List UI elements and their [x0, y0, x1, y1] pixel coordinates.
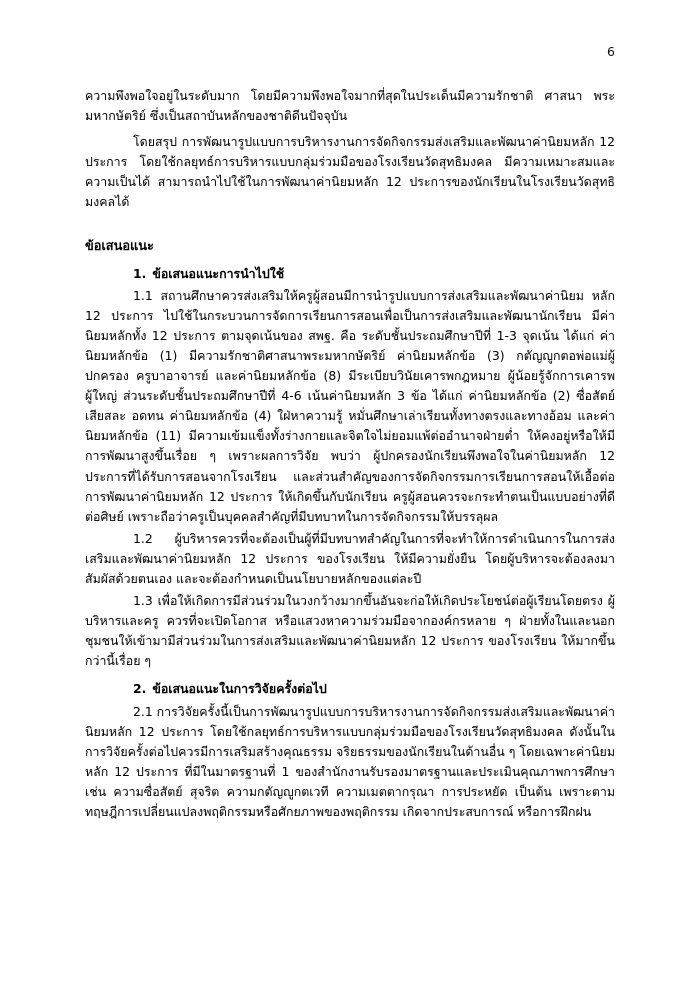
- list-item-heading-2: [85, 679, 615, 699]
- paragraph-1-2: 1.2 ผู้บริหารควรที่จะต้องเป็นผู้ที่มีบทบาทสำคัญในการที่จะทำให้การดำเนินการในการส่งเสริมและพัฒนาค่านิยมหลัก 12 ประการ ของโรงเรียน ให้มีความยั่งยืน โดยผู้บริหารจะต้องลงมาสัมผัสด้วยตนเอง และจะต้องกำหนดเป็นนโยบายหลักของแต่ละปี: [85, 530, 615, 586]
- list-item-heading-1: [85, 264, 615, 284]
- paragraph-1-1: 1.1 สถานศึกษาควรส่งเสริมให้ครูผู้สอนมีการนำรูปแบบการส่งเสริมและพัฒนาค่านิยม หลัก 12 ประการ ไปใช้ในกระบวนการจัดการเรียนการสอนเพื่อเป็นการส่งเสริมและพัฒนานักเรียน มีค่านิยมหลักทั้ง 12 ประการ ตามจุดเน้นของ สพฐ. คือ ระดับชั้นประถมศึกษาปีที่ 1-3 จุดเน้น ได้แก่ ค่านิยมหลักข้อ (1) มีความรักชาติศาสนาพระมหากษัตริย์ ค่านิยมหลักข้อ (3) กตัญญูกตอพ่อแม่ผู้ปกครอง ครูบาอาจารย์ และค่านิยมหลักข้อ (8) มีระเบียบวินัยเคารพกฎหมาย ผู้น้อยรู้จักการเคารพผู้ใหญ่ ส่วนระดับชั้นประถมศึกษาปีที่ 4-6 เน้นค่านิยมหลัก 3 ข้อ ได้แก่ ค่านิยมหลักข้อ (2) ซื่อสัตย์ เสียสละ อดทน ค่านิยมหลักข้อ (4) ใฝ่หาความรู้ หมั่นศึกษาเล่าเรียนทั้งทางตรงและทางอ้อม และค่านิยมหลักข้อ (11) มีความเข้มแข็งทั้งร่างกายและจิตใจไม่ยอมแพ้ต่ออำนาจฝ่ายต่ำ ให้คงอยู่หรือให้มีการพัฒนาสูงขึ้นเรื่อย ๆ เพราะผลการวิจัย พบว่า ผู้ปกครองนักเรียนพึงพอใจในค่านิยมหลัก 12 ประการที่ได้รับการสอนจากโรงเรียน และส่วนสำคัญของการจัดกิจกรรมการเรียนการสอนให้เอื้อต่อการพัฒนาค่านิยมหลัก 12 ประการ ให้เกิดขึ้นกับนักเรียน ครูผู้สอนควรจะกระทำตนเป็นแบบอย่างที่ดีต่อศิษย์ เพราะถือว่าครูเป็นบุคคลสำคัญที่มีบทบาทในการจัดกิจกรรมให้บรรลุผล: [85, 287, 615, 524]
- page-number: 6: [607, 44, 615, 59]
- list-title-1: ข้อเสนอแนะการนำไปใช้: [152, 265, 285, 281]
- paragraph-1-3: 1.3 เพื่อให้เกิดการมีส่วนร่วมในวงกว้างมากขึ้นอันจะก่อให้เกิดประโยชน์ต่อผู้เรียนโดยตรง ผู้บริหารและครู ควรที่จะเปิดโอกาส หรือแสวงหาความร่วมมือจากองค์กรหลาย ๆ ฝ่ายทั้งในและนอกชุมชนให้เข้ามามีส่วนร่วมในการส่งเสริมและพัฒนาค่านิยมหลัก 12 ประการ ของโรงเรียน ให้มากขึ้นกว่านี้เรื่อย ๆ: [85, 593, 615, 669]
- section-heading-recommendations: ข้อเสนอแนะ: [85, 238, 154, 254]
- list-number-2: 2.: [133, 681, 147, 697]
- list-title-2: ข้อเสนอแนะในการวิจัยครั้งต่อไป: [152, 681, 327, 697]
- paragraph-opening: ความพึงพอใจอยู่ในระดับมาก โดยมีความพึงพอใจมากที่สุดในประเด็นมีความรักชาติ ศาสนา พระมหากษัตริย์ ซึ่งเป็นสถาบันหลักของชาติดีนปัจจุบัน: [85, 88, 615, 124]
- paragraph-2-1: 2.1 การวิจัยครั้งนี้เป็นการพัฒนารูปแบบการบริหารงานการจัดกิจกรรมส่งเสริมและพัฒนาค่านิยมหลัก 12 ประการ โดยใช้กลยุทธ์การบริหารแบบกลุ่มร่วมมือของโรงเรียนวัดสุทธิมงคล ดังนั้นในการวิจัยครั้งต่อไปควรมีการเสริมสร้างคุณธรรม จริยธรรมของนักเรียนในด้านอื่น ๆ โดยเฉพาะค่านิยมหลัก 12 ประการ ที่มีในมาตรฐานที่ 1 ของสำนักงานรับรองมาตรฐานและประเมินคุณภาพการศึกษา เช่น ความซื่อสัตย์ สุจริต ความกตัญญูกตเวที ความเมตตากรุณา การประหยัด เป็นต้น เพราะตามทฤษฎีการเปลี่ยนแปลงพฤติกรรมหรือศักยภาพของพฤติกรรม เกิดจากประสบการณ์ หรือการฝึกฝน: [85, 703, 615, 819]
- list-number-1: 1.: [133, 265, 147, 281]
- document-body: [85, 86, 615, 822]
- paragraph-summary: โดยสรุป การพัฒนารูปแบบการบริหารงานการจัดกิจกรรมส่งเสริมและพัฒนาค่านิยมหลัก 12 ประการ โดยใช้กลยุทธ์การบริหารแบบกลุ่มร่วมมือของโรงเรียนวัดสุทธิมงคล มีความเหมาะสมและความเป็นได้ สามารถนำไปใช้ในการพัฒนาค่านิยมหลัก 12 ประการของนักเรียนในโรงเรียนวัดสุทธิมงคลได้: [85, 134, 615, 210]
